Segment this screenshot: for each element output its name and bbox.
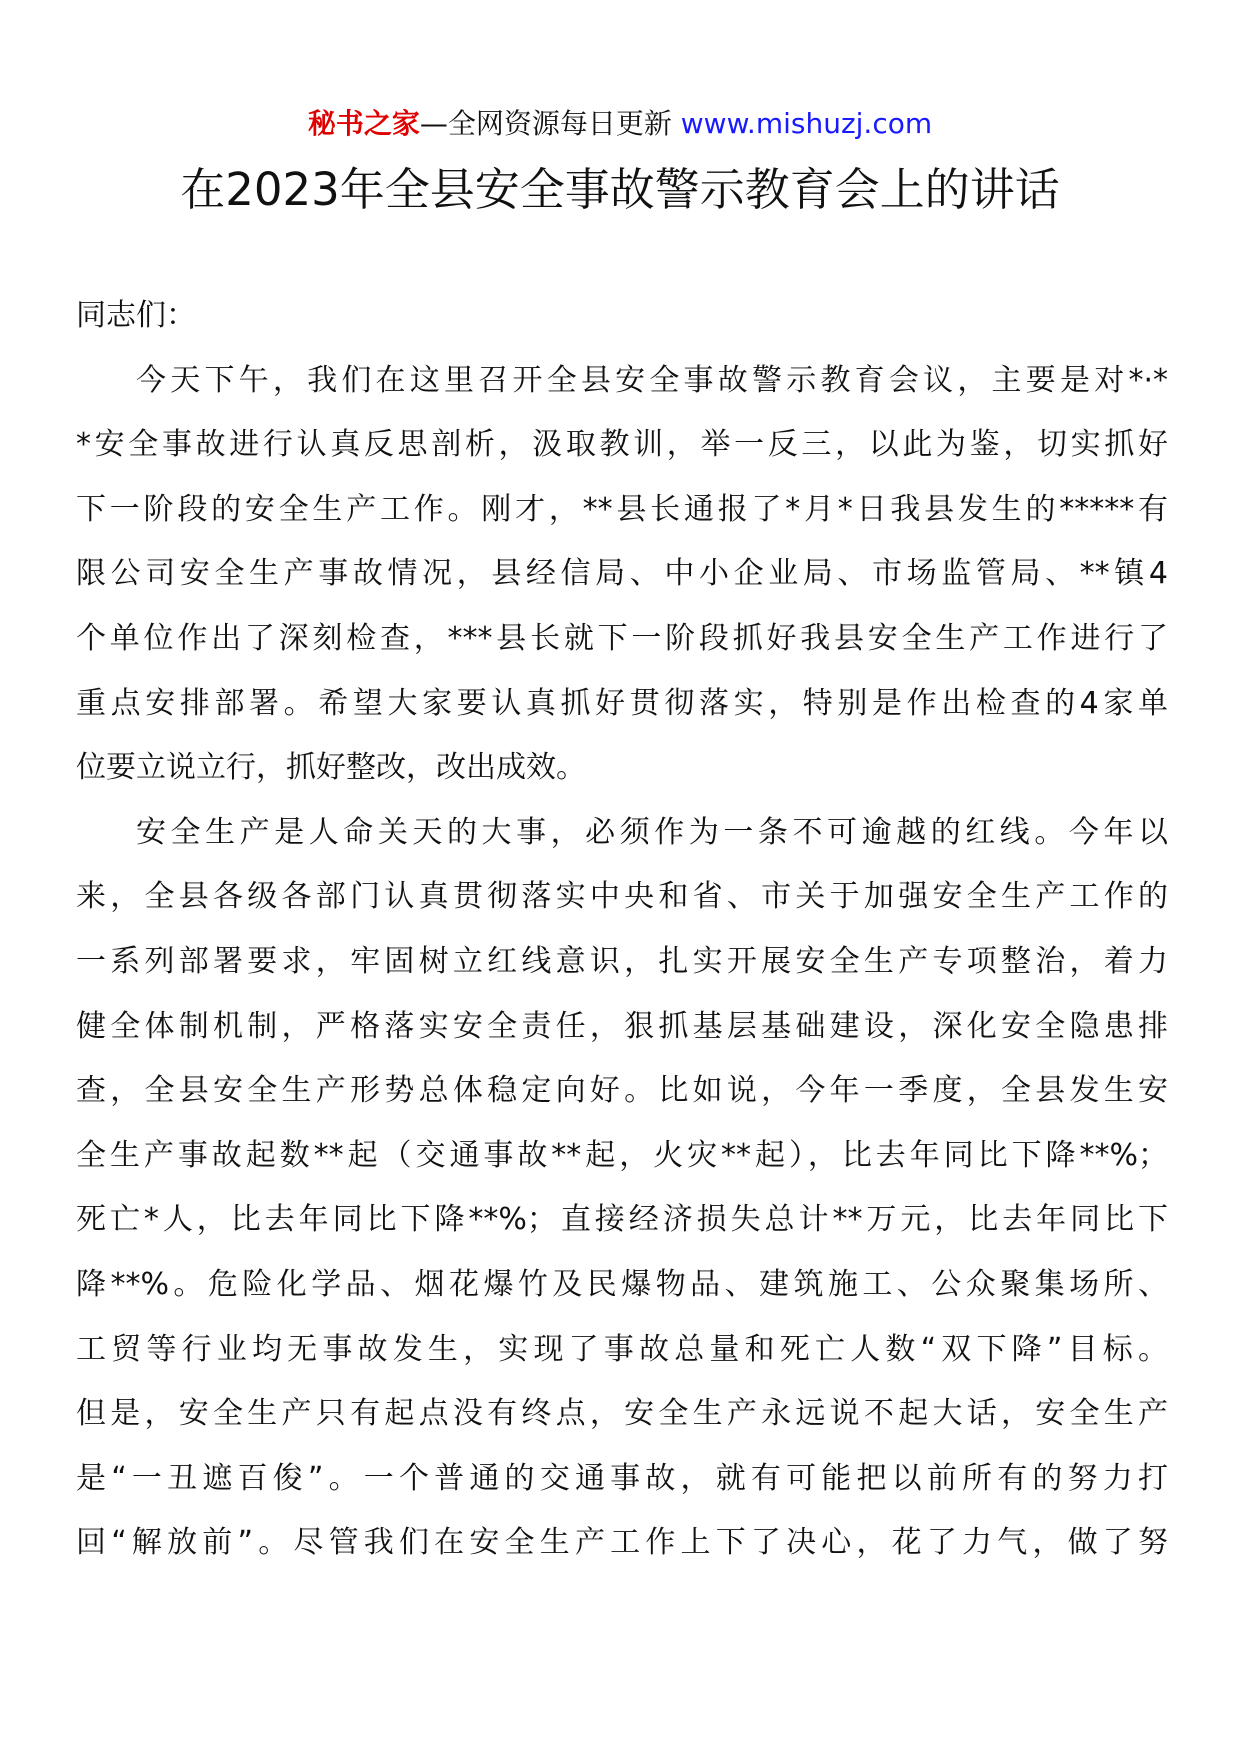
paragraph-2-line-5: 查，全县安全生产形势总体稳定向好。比如说，今年一季度，全县发生安 [76, 1073, 1168, 1109]
paragraph-2-line-2: 来，全县各级各部门认真贯彻落实中央和省、市关于加强安全生产工作的 [76, 879, 1168, 915]
paragraph-2-line-4: 健全体制机制，严格落实安全责任，狠抓基层基础建设，深化安全隐患排 [76, 1008, 1168, 1044]
paragraph-1-line-2: *安全事故进行认真反思剖析，汲取教训，举一反三，以此为鉴，切实抓好 [76, 427, 1168, 463]
paragraph-2-line-9: 工贸等行业均无事故发生，实现了事故总量和死亡人数“双下降”目标。 [76, 1331, 1168, 1367]
paragraph-1-line-1: 今天下午，我们在这里召开全县安全事故警示教育会议，主要是对*·* [136, 362, 1168, 398]
site-header [0, 104, 1240, 144]
paragraph-2-line-3: 一系列部署要求，牢固树立红线意识，扎实开展安全生产专项整治，着力 [76, 943, 1168, 979]
paragraph-2-line-11: 是“一丑遮百俊”。一个普通的交通事故，就有可能把以前所有的努力打 [76, 1460, 1168, 1496]
paragraph-2-line-1: 安全生产是人命关天的大事，必须作为一条不可逾越的红线。今年以 [136, 814, 1168, 850]
paragraph-1-line-5: 个单位作出了深刻检查，***县长就下一阶段抓好我县安全生产工作进行了 [76, 620, 1168, 656]
header-tagline: —全网资源每日更新 [419, 107, 681, 140]
paragraph-2-line-6: 全生产事故起数**起（交通事故**起，火灾**起），比去年同比下降**%； [76, 1137, 1168, 1173]
paragraph-2-line-12: 回“解放前”。尽管我们在安全生产工作上下了决心，花了力气，做了努 [76, 1525, 1168, 1561]
paragraph-1-line-3: 下一阶段的安全生产工作。刚才，**县长通报了*月*日我县发生的*****有 [76, 491, 1168, 527]
paragraph-1-line-4: 限公司安全生产事故情况，县经信局、中小企业局、市场监管局、**镇4 [76, 556, 1168, 592]
site-url[interactable]: www.mishuzj.com [680, 107, 933, 140]
document-body [76, 284, 1168, 1576]
salutation: 同志们： [76, 298, 196, 333]
paragraph-2-line-8: 降**%。危险化学品、烟花爆竹及民爆物品、建筑施工、公众聚集场所、 [76, 1266, 1168, 1302]
paragraph-1-line-6: 重点安排部署。希望大家要认真抓好贯彻落实，特别是作出检查的4家单 [76, 685, 1168, 721]
paragraph-1-line-7: 位要立说立行，抓好整改，改出成效。 [76, 750, 586, 786]
paragraph-2-line-10: 但是，安全生产只有起点没有终点，安全生产永远说不起大话，安全生产 [76, 1396, 1168, 1432]
brand-name: 秘书之家 [307, 107, 420, 140]
document-title: 在2023年全县安全事故警示教育会上的讲话 [180, 163, 1060, 216]
paragraph-2-line-7: 死亡*人，比去年同比下降**%；直接经济损失总计**万元，比去年同比下 [76, 1202, 1168, 1238]
